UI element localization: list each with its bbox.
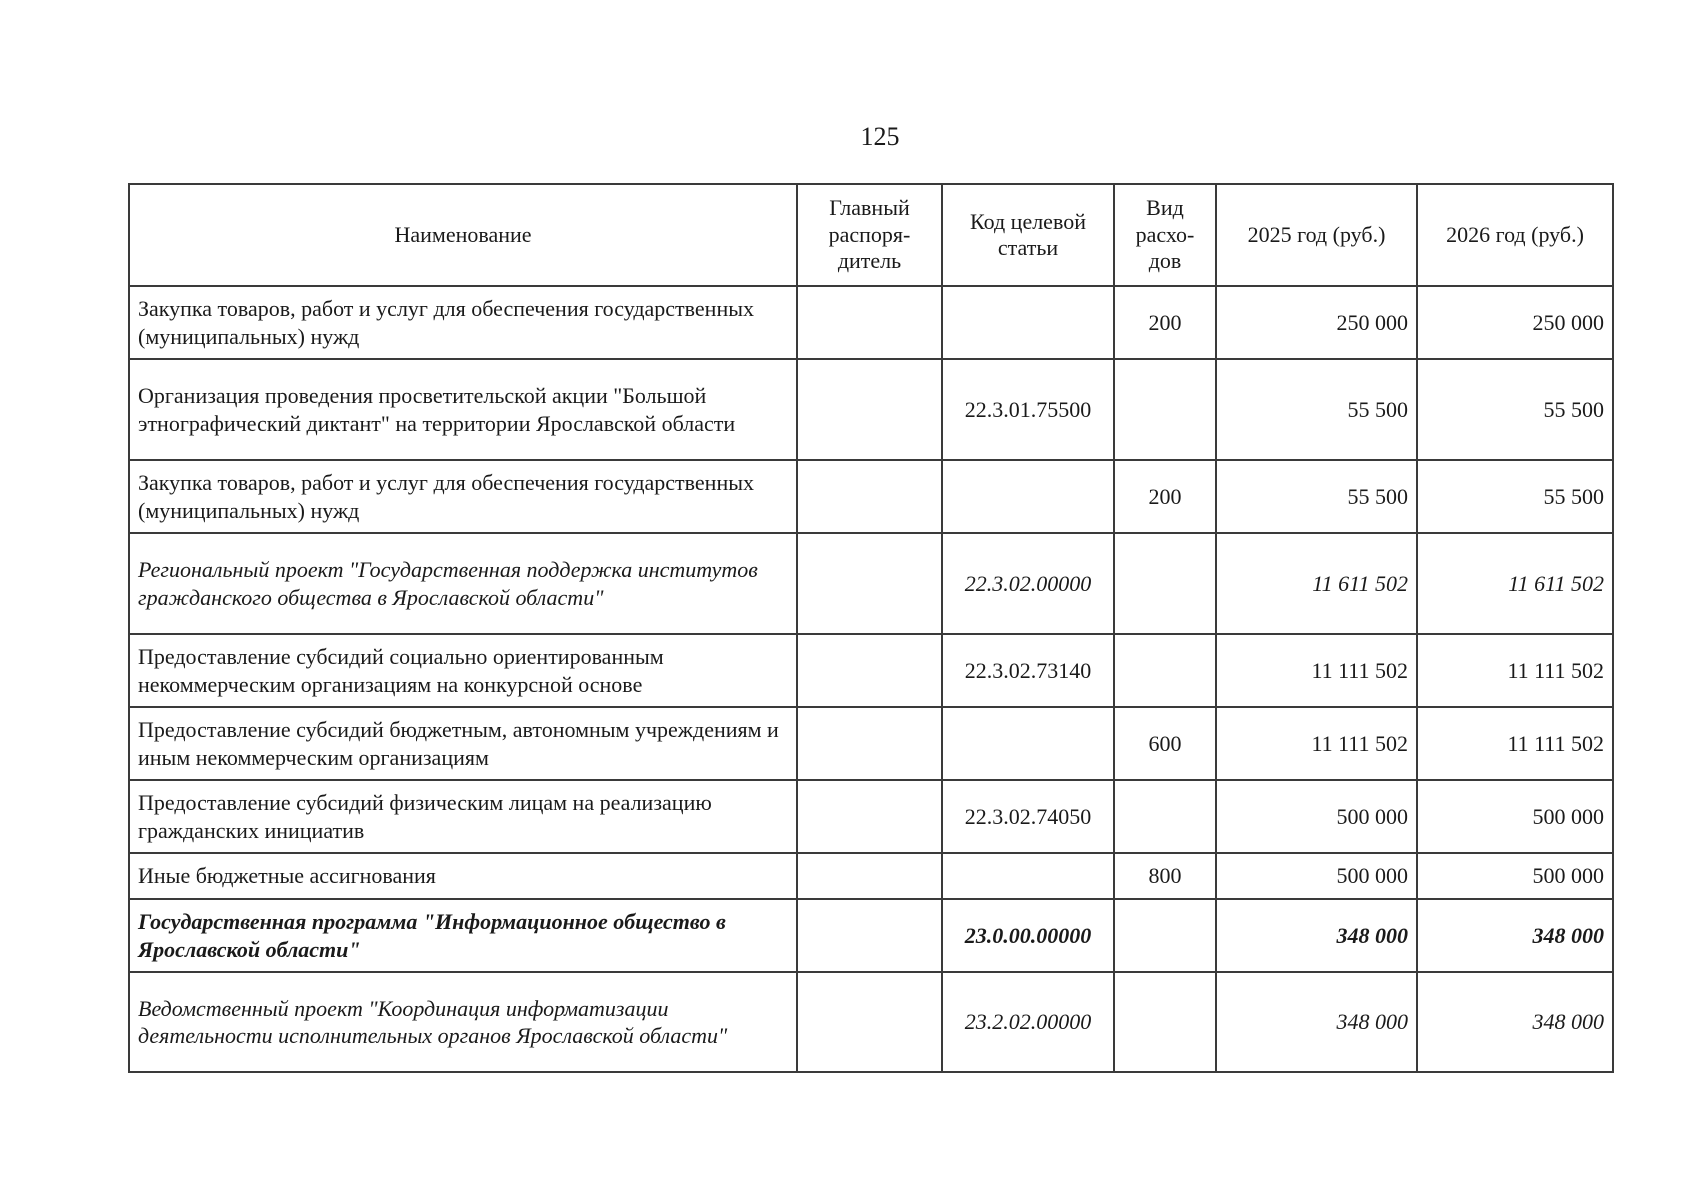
table-row [129,634,1613,707]
cell-type [1114,359,1216,460]
cell-type: 800 [1114,853,1216,899]
table-row [129,533,1613,634]
cell-code: 23.2.02.00000 [942,972,1114,1072]
header-name: Наименование [129,184,797,286]
table-row [129,853,1613,899]
cell-2026: 500 000 [1417,853,1613,899]
cell-2026: 500 000 [1417,780,1613,853]
cell-code [942,853,1114,899]
cell-2025: 348 000 [1216,899,1417,972]
header-type: Вид расхо-дов [1114,184,1216,286]
header-2025: 2025 год (руб.) [1216,184,1417,286]
cell-2026: 55 500 [1417,460,1613,533]
cell-name: Предоставление субсидий социально ориентированным некоммерческим организациям на конкурсной основе [129,634,797,707]
cell-code: 22.3.02.74050 [942,780,1114,853]
cell-2025: 348 000 [1216,972,1417,1072]
table-row [129,780,1613,853]
cell-manager [797,634,942,707]
cell-code: 23.0.00.00000 [942,899,1114,972]
cell-2026: 11 111 502 [1417,634,1613,707]
table-row [129,286,1613,359]
cell-2025: 500 000 [1216,853,1417,899]
cell-2025: 55 500 [1216,460,1417,533]
cell-name: Региональный проект "Государственная поддержка институтов гражданского общества в Ярославской области" [129,533,797,634]
cell-type [1114,972,1216,1072]
cell-name: Иные бюджетные ассигнования [129,853,797,899]
cell-type: 200 [1114,286,1216,359]
cell-type: 200 [1114,460,1216,533]
table-row [129,460,1613,533]
cell-2025: 500 000 [1216,780,1417,853]
cell-2026: 250 000 [1417,286,1613,359]
cell-code [942,707,1114,780]
table-header-row [129,184,1613,286]
cell-name: Ведомственный проект "Координация информатизации деятельности исполнительных органов Ярославской области" [129,972,797,1072]
table-body [129,286,1613,1072]
cell-manager [797,899,942,972]
cell-2025: 11 611 502 [1216,533,1417,634]
cell-name: Закупка товаров, работ и услуг для обеспечения государственных (муниципальных) нужд [129,460,797,533]
cell-type [1114,780,1216,853]
cell-manager [797,707,942,780]
cell-type [1114,533,1216,634]
cell-code: 22.3.01.75500 [942,359,1114,460]
page-number: 125 [860,122,900,151]
cell-2025: 11 111 502 [1216,707,1417,780]
table-row [129,707,1613,780]
cell-code [942,460,1114,533]
cell-2026: 11 611 502 [1417,533,1613,634]
cell-manager [797,286,942,359]
cell-type [1114,899,1216,972]
cell-code: 22.3.02.00000 [942,533,1114,634]
cell-name: Закупка товаров, работ и услуг для обеспечения государственных (муниципальных) нужд [129,286,797,359]
cell-manager [797,780,942,853]
cell-manager [797,853,942,899]
cell-2026: 55 500 [1417,359,1613,460]
table-row [129,359,1613,460]
header-code: Код целевой статьи [942,184,1114,286]
cell-manager [797,533,942,634]
cell-2025: 250 000 [1216,286,1417,359]
cell-manager [797,460,942,533]
cell-name: Организация проведения просветительской акции "Большой этнографический диктант" на территории Ярославской области [129,359,797,460]
cell-code [942,286,1114,359]
cell-type: 600 [1114,707,1216,780]
cell-2026: 11 111 502 [1417,707,1613,780]
header-manager: Главный распоря-дитель [797,184,942,286]
budget-table [128,183,1614,1073]
cell-2025: 11 111 502 [1216,634,1417,707]
cell-name: Государственная программа "Информационное общество в Ярославской области" [129,899,797,972]
cell-2026: 348 000 [1417,972,1613,1072]
table-row [129,972,1613,1072]
cell-name: Предоставление субсидий бюджетным, автономным учреждениям и иным некоммерческим организациям [129,707,797,780]
cell-name: Предоставление субсидий физическим лицам на реализацию гражданских инициатив [129,780,797,853]
cell-2025: 55 500 [1216,359,1417,460]
cell-2026: 348 000 [1417,899,1613,972]
table-row [129,899,1613,972]
cell-manager [797,359,942,460]
cell-code: 22.3.02.73140 [942,634,1114,707]
cell-manager [797,972,942,1072]
cell-type [1114,634,1216,707]
header-2026: 2026 год (руб.) [1417,184,1613,286]
